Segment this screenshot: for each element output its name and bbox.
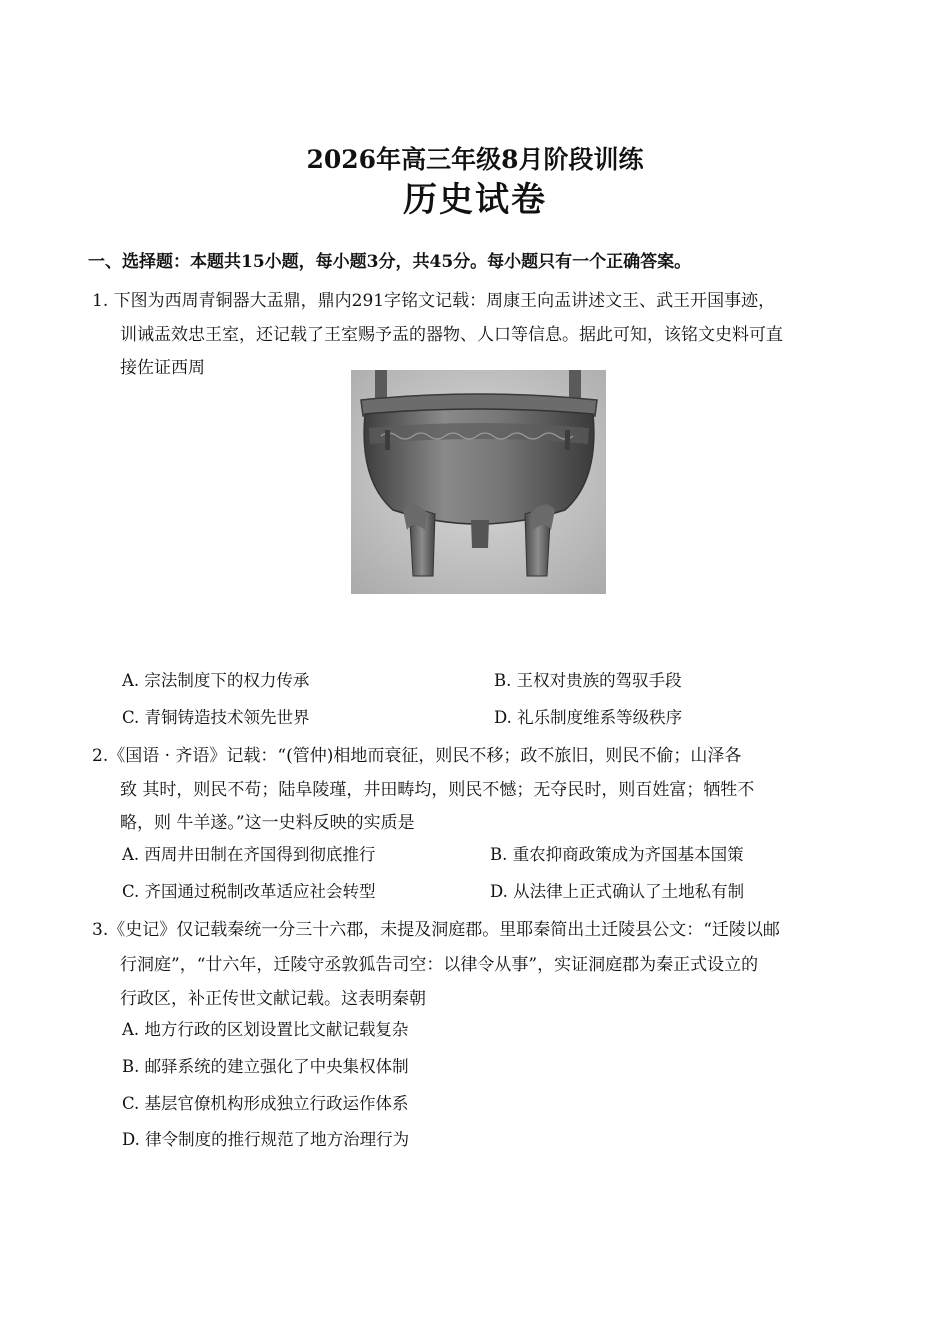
q1-option-c: C. 青铜铸造技术领先世界 — [122, 708, 310, 727]
q3-line-1: 3.《史记》仅记载秦统一分三十六郡，未提及洞庭郡。里耶秦简出土迁陵县公文：“迁陵以邮 — [92, 920, 780, 940]
q3-line-3: 行政区，补正传世文献记载。这表明秦朝 — [120, 989, 426, 1009]
q2-line-1: 2.《国语 · 齐语》记载：“(管仲)相地而衰征，则民不移；政不旅旧，则民不偷；山泽各 — [92, 746, 742, 766]
subject-title: 历史试卷 — [403, 180, 547, 220]
bronze-ding-image — [351, 370, 606, 594]
q2-option-d: D. 从法律上正式确认了土地私有制 — [490, 882, 745, 901]
exam-title: 2026年高三年级8月阶段训练 — [306, 145, 644, 174]
q2-line-3: 略，则 牛羊遂。”这一史料反映的实质是 — [120, 813, 415, 833]
q2-option-c: C. 齐国通过税制改革适应社会转型 — [122, 882, 376, 901]
q1-option-d: D. 礼乐制度维系等级秩序 — [494, 708, 683, 727]
q1-option-b: B. 王权对贵族的驾驭手段 — [494, 671, 682, 690]
section-heading: 一、选择题：本题共15小题，每小题3分，共45分。每小题只有一个正确答案。 — [88, 252, 692, 272]
q3-option-a: A. 地方行政的区划设置比文献记载复杂 — [122, 1020, 409, 1039]
q3-option-c: C. 基层官僚机构形成独立行政运作体系 — [122, 1094, 409, 1113]
q1-line-2: 训诫盂效忠王室，还记载了王室赐予盂的器物、人口等信息。据此可知，该铭文史料可直 — [120, 325, 783, 345]
q2-option-b: B. 重农抑商政策成为齐国基本国策 — [490, 845, 744, 864]
q2-line-2: 致 其时，则民不苟；陆阜陵瑾，井田畴均，则民不憾；无夺民时，则百姓富；牺牲不 — [120, 780, 755, 800]
q3-option-d: D. 律令制度的推行规范了地方治理行为 — [122, 1130, 410, 1149]
q3-option-b: B. 邮驿系统的建立强化了中央集权体制 — [122, 1057, 409, 1076]
q1-option-a: A. 宗法制度下的权力传承 — [122, 671, 310, 690]
q1-line-3: 接佐证西周 — [120, 358, 205, 378]
q1-line-1: 1. 下图为西周青铜器大盂鼎，鼎内291字铭文记载：周康王向盂讲述文王、武王开国事迹， — [92, 291, 776, 311]
q2-option-a: A. 西周井田制在齐国得到彻底推行 — [122, 845, 376, 864]
q3-line-2: 行洞庭”，“廿六年，迁陵守丞敦狐告司空：以律令从事”，实证洞庭郡为秦正式设立的 — [120, 955, 759, 975]
